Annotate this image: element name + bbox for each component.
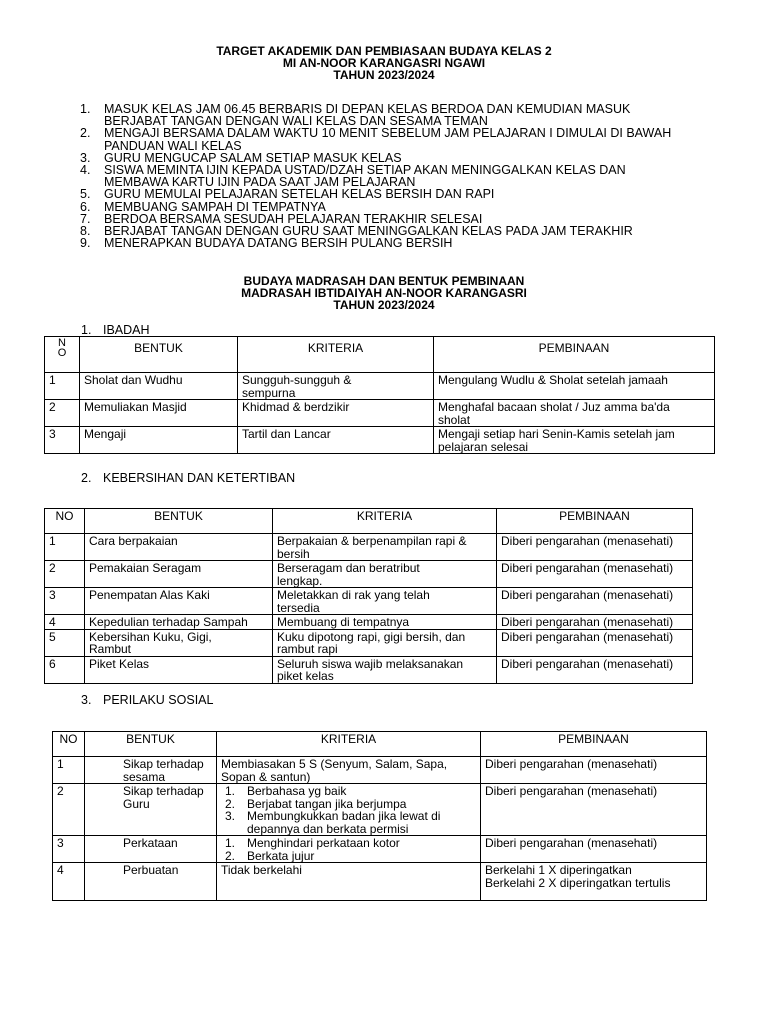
list-item: 1. Berbahasa yg baik: [225, 784, 347, 798]
list-item: 9. MENERAPKAN BUDAYA DATANG BERSIH PULANG BERSIH: [80, 236, 453, 251]
table-row: 2 Pemakaian Seragam Berseragam dan beratribut lengkap. Diberi pengarahan (menasehati): [45, 561, 693, 588]
document-title: TARGET AKADEMIK DAN PEMBIASAAN BUDAYA KELAS 2: [216, 44, 552, 58]
col-header-bentuk: BENTUK: [85, 732, 217, 757]
list-item: 7. BERDOA BERSAMA SESUDAH PELAJARAN TERAKHIR SELESAI: [80, 211, 483, 226]
table-perilaku-sosial: [52, 731, 707, 901]
table-header-row: [53, 732, 707, 757]
list-item: 2. Berkata jujur: [225, 848, 315, 863]
list-item: 4. SISWA MEMINTA IJIN KEPADA USTAD/DZAH SETIAP AKAN MENINGGALKAN KELAS DAN MEMBAWA KARTU IJIN PADA SAAT JAM PELAJARAN: [80, 163, 626, 190]
madrasah-name: MADRASAH IBTIDAIYAH AN-NOOR KARANGASRI: [241, 286, 527, 300]
col-header-kriteria: KRITERIA: [273, 509, 497, 534]
list-item: 6. MEMBUANG SAMPAH DI TEMPATNYA: [80, 199, 326, 214]
col-header-no: NO: [53, 732, 85, 757]
col-header-bentuk: BENTUK: [85, 509, 273, 534]
list-item: 2. MENGAJI BERSAMA DALAM WAKTU 10 MENIT SEBELUM JAM PELAJARAN I DIMULAI DI BAWAH PANDUAN WALI KELAS: [80, 126, 672, 153]
list-item: 3. Membungkukkan badan jika lewat di depannya dan berkata permisi: [225, 809, 441, 836]
table-row: 1 Cara berpakaian Berpakaian & berpenampilan rapi & bersih Diberi pengarahan (menasehati): [45, 534, 693, 561]
kriteria-list: [221, 837, 476, 862]
list-item: 5. GURU MEMULAI PELAJARAN SETELAH KELAS BERSIH DAN RAPI: [80, 187, 495, 202]
col-header-pembinaan: PEMBINAAN: [434, 337, 715, 373]
table-kebersihan: [44, 508, 693, 684]
table-header-row: [45, 337, 715, 373]
table-row: 5 Kebersihan Kuku, Gigi, Rambut Kuku dipotong rapi, gigi bersih, dan rambut rapi Diberi pengarahan (menasehati): [45, 629, 693, 656]
table-row: 2 Memuliakan Masjid Khidmad & berdzikir Menghafal bacaan sholat / Juz amma ba'da sholat: [45, 400, 715, 427]
list-item: 2. Berjabat tangan jika berjumpa: [225, 796, 407, 811]
col-header-pembinaan: PEMBINAAN: [481, 732, 707, 757]
col-header-no: N O: [45, 337, 80, 373]
table-row: 3 Penempatan Alas Kaki Meletakkan di rak yang telah tersedia Diberi pengarahan (menasehati): [45, 588, 693, 615]
table-row: 3 Perkataan 1. Menghindari perkataan kotor 2. Berkata jujur Diberi pengarahan (menasehati): [53, 836, 707, 863]
list-item: 1. Menghindari perkataan kotor: [225, 836, 400, 850]
school-name: MI AN-NOOR KARANGASRI NGAWI: [282, 56, 486, 70]
col-header-bentuk: BENTUK: [80, 337, 238, 373]
target-list: [80, 103, 720, 249]
section-heading-perilaku-sosial: 3. PERILAKU SOSIAL: [81, 693, 214, 707]
table-row: 1 Sikap terhadap sesama Membiasakan 5 S (Senyum, Salam, Sapa, Sopan & santun) Diberi pengarahan (menasehati): [53, 757, 707, 784]
academic-year-2: TAHUN 2023/2024: [333, 298, 435, 312]
academic-year: TAHUN 2023/2024: [333, 68, 435, 82]
table-ibadah: [44, 336, 715, 454]
col-header-kriteria: KRITERIA: [217, 732, 481, 757]
table-row: 6 Piket Kelas Seluruh siswa wajib melaksanakan piket kelas Diberi pengarahan (menasehati): [45, 656, 693, 683]
section-title: BUDAYA MADRASAH DAN BENTUK PEMBINAAN: [243, 274, 525, 288]
table-row: 3 Mengaji Tartil dan Lancar Mengaji setiap hari Senin-Kamis setelah jam pelajaran selesai: [45, 427, 715, 454]
col-header-kriteria: KRITERIA: [238, 337, 434, 373]
table-row: 4 Perbuatan Tidak berkelahi Berkelahi 1 X diperingatkan Berkelahi 2 X diperingatkan tertulis: [53, 863, 707, 901]
list-item: 1. MASUK KELAS JAM 06.45 BERBARIS DI DEPAN KELAS BERDOA DAN KEMUDIAN MASUK BERJABAT TANGAN DENGAN WALI KELAS DAN SESAMA TEMAN: [80, 102, 631, 129]
table-row: 1 Sholat dan Wudhu Sungguh-sungguh & sempurna Mengulang Wudlu & Sholat setelah jamaah: [45, 373, 715, 400]
table-row: 2 Sikap terhadap Guru 1. Berbahasa yg baik 2. Berjabat tangan jika berjumpa 3. Membungkukkan badan jika lewat di depannya dan berkata permisi Diberi pengarahan (menasehati): [53, 784, 707, 836]
col-header-no: NO: [45, 509, 85, 534]
section-heading-kebersihan: 2. KEBERSIHAN DAN KETERTIBAN: [81, 471, 296, 485]
col-header-pembinaan: PEMBINAAN: [497, 509, 693, 534]
table-row: 4 Kepedulian terhadap Sampah Membuang di tempatnya Diberi pengarahan (menasehati): [45, 615, 693, 630]
list-item: 3. GURU MENGUCAP SALAM SETIAP MASUK KELAS: [80, 150, 402, 165]
list-item: 8. BERJABAT TANGAN DENGAN GURU SAAT MENINGGALKAN KELAS PADA JAM TERAKHIR: [80, 224, 633, 239]
section-heading-ibadah: 1. IBADAH: [81, 323, 150, 337]
kriteria-list: [221, 785, 476, 835]
table-header-row: [45, 509, 693, 534]
